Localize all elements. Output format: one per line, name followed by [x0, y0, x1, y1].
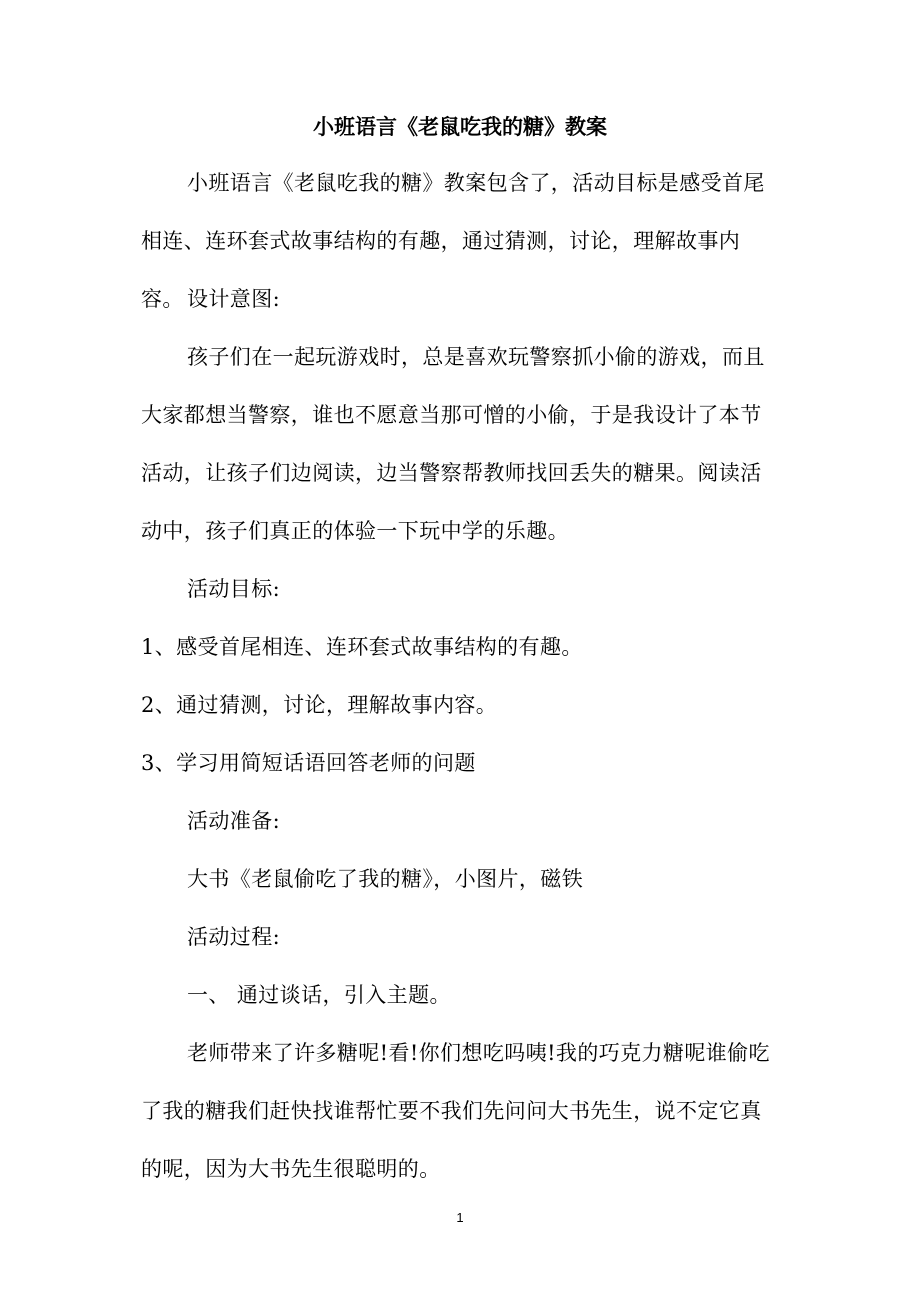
heading-design-intent: 设计意图:: [187, 287, 281, 311]
goal-item-2: 2、通过猜测，讨论，理解故事内容。: [141, 693, 498, 717]
document-title: 小班语言《老鼠吃我的糖》教案: [313, 114, 607, 139]
paragraph-design-intent: 孩子们在一起玩游戏时，总是喜欢玩警察抓小偷的游戏，而且大家都想当警察，谁也不愿意当那可憎的小偷，于是我设计了本节活动，让孩子们边阅读，边当警察帮教师找回丢失的糖果。阅读活动中，孩子们真正的体验一下玩中学的乐趣。: [141, 345, 765, 543]
heading-activity-prep: 活动准备:: [187, 809, 281, 833]
step-heading-1: 一、 通过谈话，引入主题。: [187, 983, 451, 1007]
paragraph-materials: 大书《老鼠偷吃了我的糖》，小图片，磁铁: [187, 867, 584, 891]
goal-item-1: 1、感受首尾相连、连环套式故事结构的有趣。: [141, 635, 583, 659]
heading-activity-goals: 活动目标:: [187, 577, 281, 601]
paragraph-teacher-talk: 老师带来了许多糖呢!看!你们想吃吗咦!我的巧克力糖呢谁偷吃了我的糖我们赶快找谁帮忙要不我们先问问大书先生，说不定它真的呢，因为大书先生很聪明的。: [141, 1041, 770, 1181]
goal-item-3: 3、学习用简短话语回答老师的问题: [141, 751, 476, 775]
paragraph-intro: 小班语言《老鼠吃我的糖》教案包含了，活动目标是感受首尾相连、连环套式故事结构的有趣，通过猜测，讨论，理解故事内容。: [141, 171, 765, 311]
page-number: 1: [456, 1210, 464, 1225]
heading-activity-process: 活动过程:: [187, 925, 281, 949]
